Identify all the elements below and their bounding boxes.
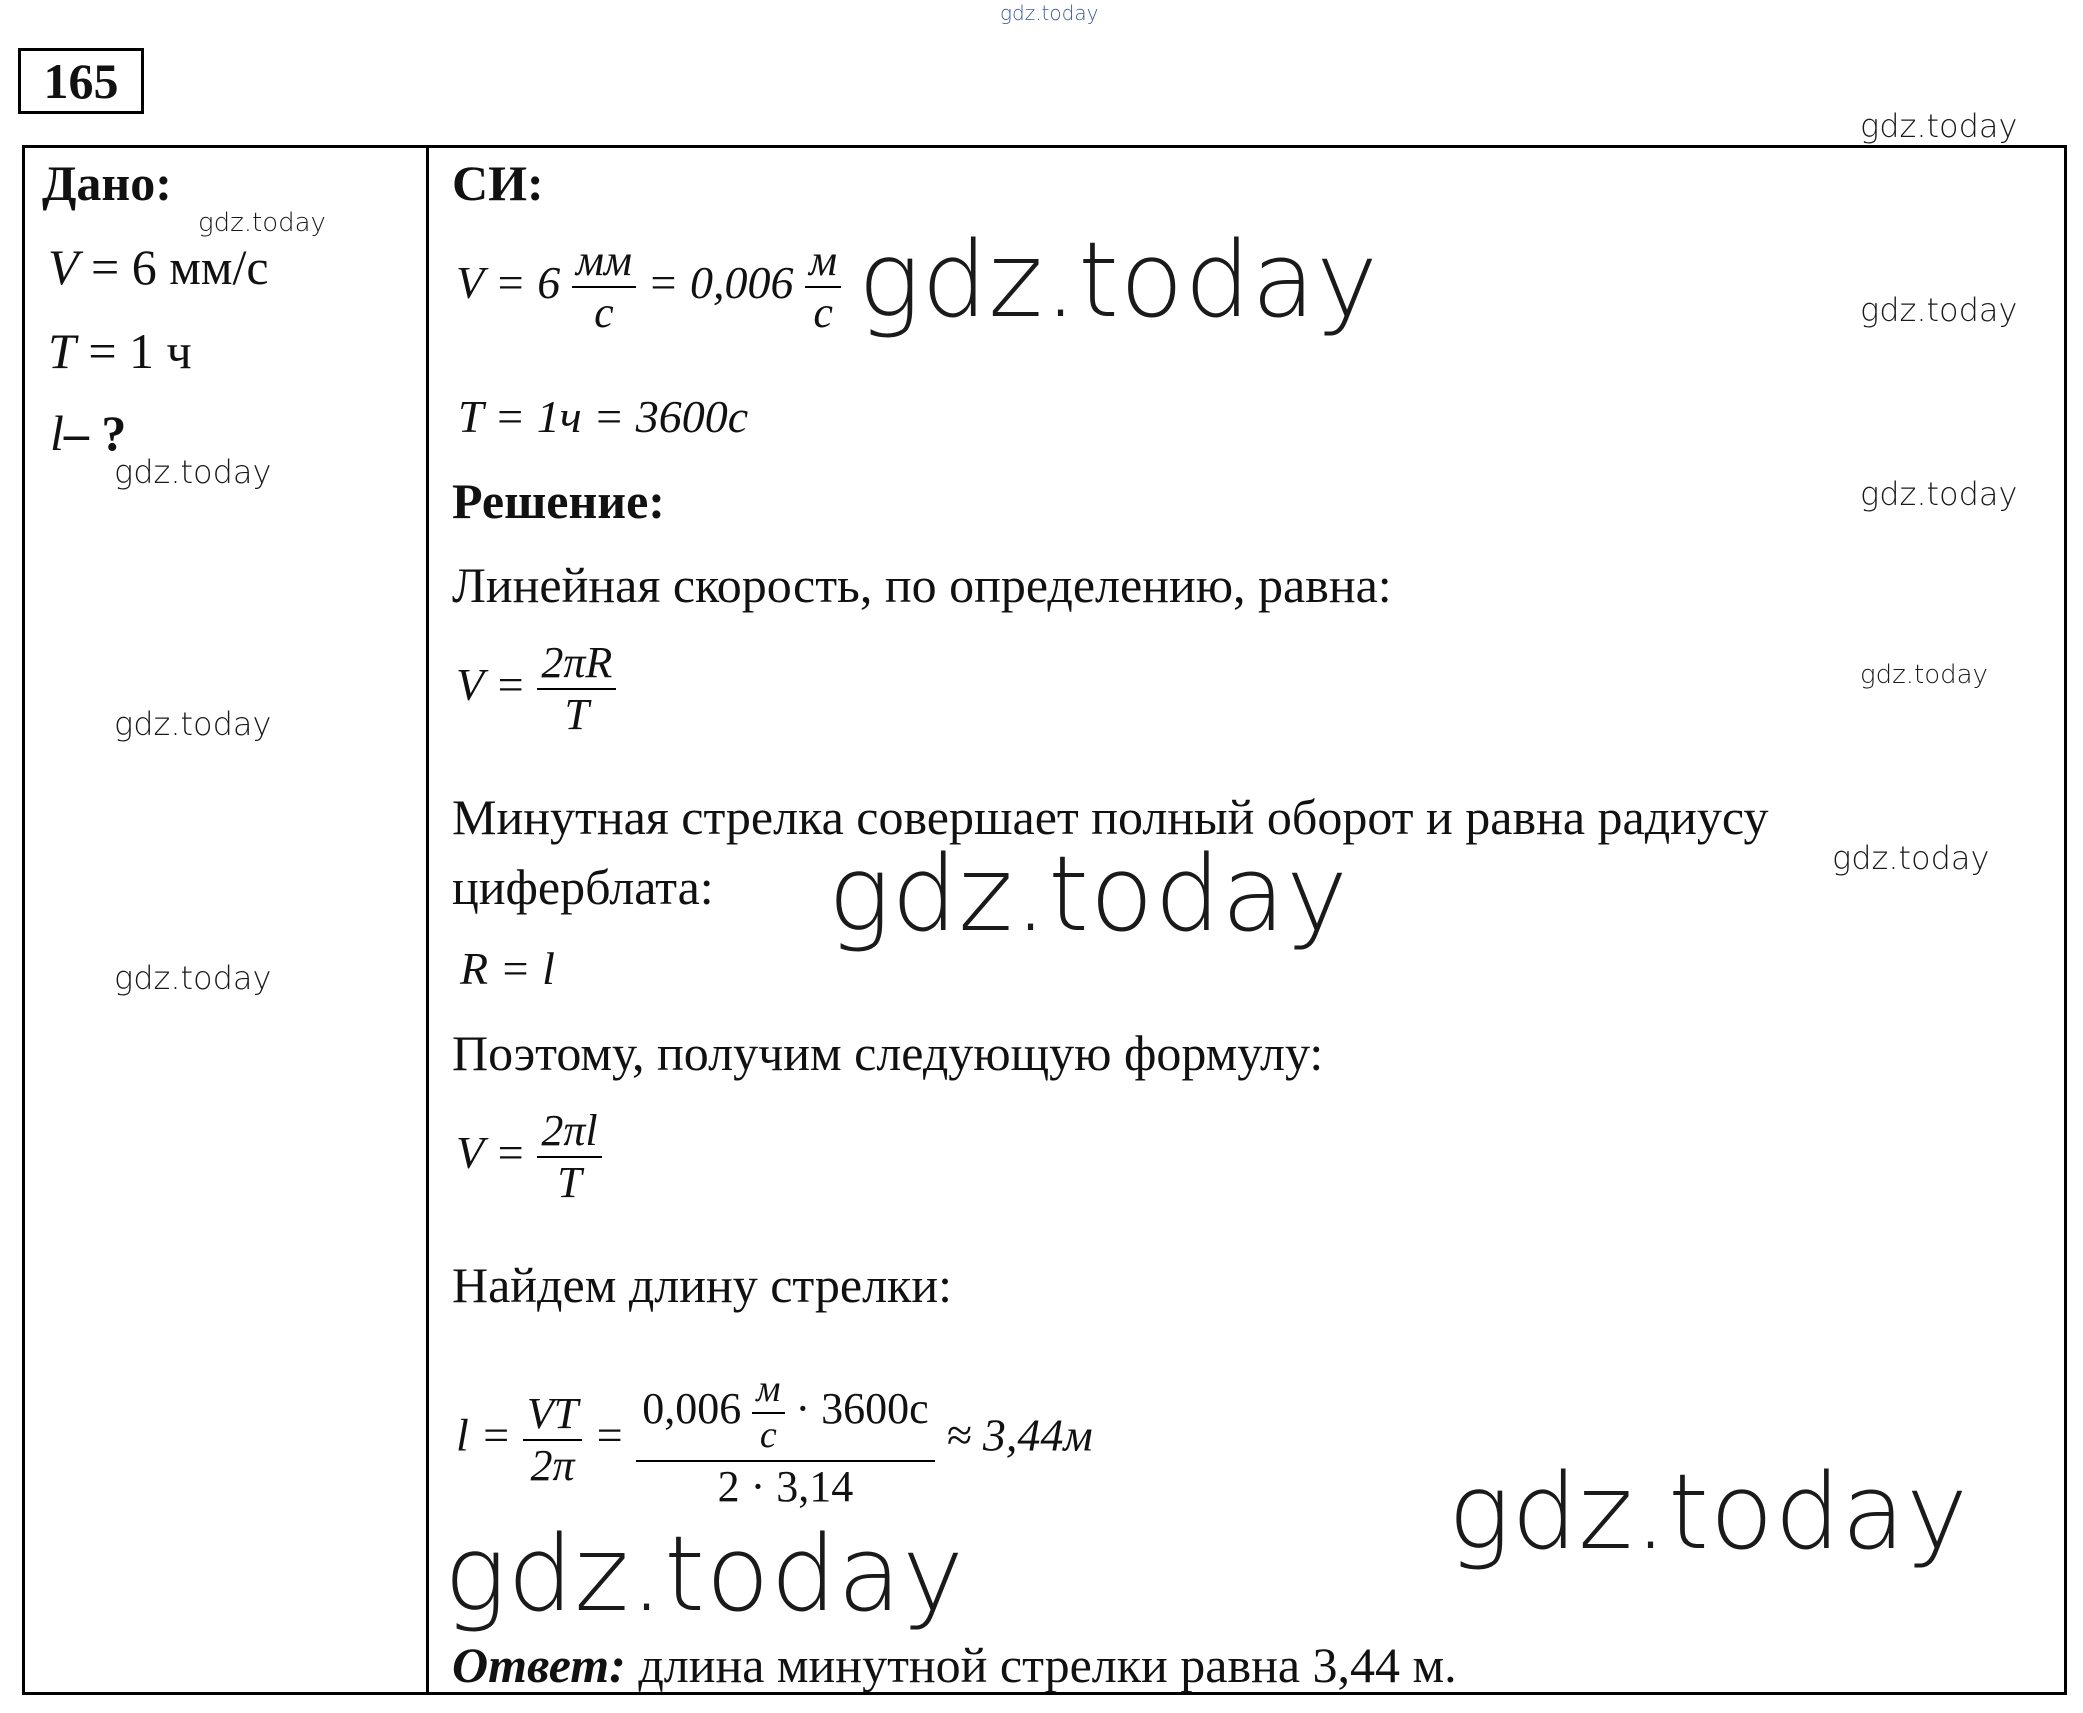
watermark-top: gdz.today — [1000, 1, 1099, 25]
formula-R-equals-l: R = l — [460, 943, 555, 994]
column-divider — [426, 148, 429, 1692]
formula-length-calc: l = $\frac{VT}{2\pi}$ = 0,006 $\frac{м}{с}$ · 3600с 2 · 3,14 ≈ 3,44м — [456, 1368, 1093, 1511]
formula-v-2pil: V = $\frac{2\pi l}{T}$ — [456, 1108, 602, 1206]
given-time: T = 1 ч — [48, 323, 192, 379]
si-heading: СИ: — [452, 155, 544, 211]
watermark: gdz.today — [1832, 839, 1990, 877]
given-speed: V = 6 мм/с — [48, 239, 269, 295]
watermark: gdz.today — [198, 208, 326, 238]
solution-line-3: Поэтому, получим следующую формулу: — [452, 1025, 1324, 1081]
watermark: gdz.today — [114, 959, 272, 997]
watermark: gdz.today — [1860, 475, 2018, 513]
solution-line-1: Линейная скорость, по определению, равна: — [452, 557, 1392, 613]
given-heading: Дано: — [42, 155, 172, 211]
watermark-large: gdz.today — [444, 1513, 965, 1635]
si-time-formula: T = 1ч = 3600с — [458, 391, 749, 442]
watermark-large: gdz.today — [828, 833, 1349, 955]
solution-line-2: Минутная стрелка совершает полный оборот и равна радиусу — [452, 789, 1769, 845]
given-unknown: l– ? — [50, 405, 127, 461]
watermark: gdz.today — [114, 705, 272, 743]
watermark-large: gdz.today — [1448, 1451, 1969, 1573]
watermark: gdz.today — [1860, 107, 2018, 145]
formula-v-2piR: V = $\frac{2\pi R}{T}$ — [456, 640, 616, 738]
answer: Ответ: длина минутной стрелки равна 3,44 м. — [452, 1637, 1457, 1693]
watermark: gdz.today — [1860, 660, 1988, 690]
watermark: gdz.today — [114, 453, 272, 491]
watermark: gdz.today — [1860, 291, 2018, 329]
si-speed-formula: V = 6 $\frac{мм}{с}$ = 0,006 $\frac{м}{с}$ — [456, 238, 841, 336]
solution-heading: Решение: — [452, 473, 665, 529]
solution-line-2-cont: циферблата: — [452, 859, 714, 915]
solution-line-4: Найдем длину стрелки: — [452, 1257, 952, 1313]
watermark-large: gdz.today — [858, 219, 1379, 341]
problem-number: 165 — [18, 48, 144, 114]
